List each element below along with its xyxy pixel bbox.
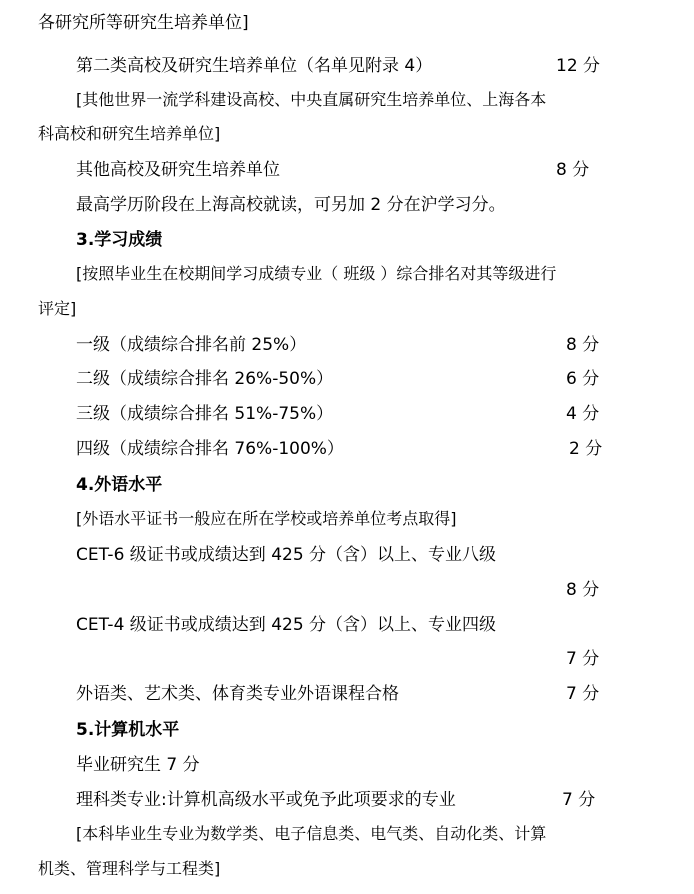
score-value: 7 分 — [566, 649, 600, 669]
text-line: CET-4 级证书或成绩达到 425 分（含）以上、专业四级 — [76, 615, 497, 635]
text-line: 外语类、艺术类、体育类专业外语课程合格 — [76, 684, 399, 704]
score-value: 6 分 — [566, 369, 600, 389]
score-value: 8 分 — [556, 160, 590, 180]
text-line: 理科类专业:计算机高级水平或免予此项要求的专业 — [76, 790, 456, 810]
note-line: 科高校和研究生培养单位] — [38, 124, 221, 143]
score-value: 4 分 — [566, 404, 600, 424]
score-value: 2 分 — [569, 439, 603, 459]
grade-line: 四级（成绩综合排名 76%-100%） — [76, 439, 344, 459]
score-value: 7 分 — [562, 790, 596, 810]
note-line: [其他世界一流学科建设高校、中央直属研究生培养单位、上海各本 — [76, 90, 547, 109]
grade-line: 一级（成绩综合排名前 25%） — [76, 335, 307, 355]
text-line: CET-6 级证书或成绩达到 425 分（含）以上、专业八级 — [76, 545, 497, 565]
score-value: 8 分 — [566, 335, 600, 355]
note-line: [外语水平证书一般应在所在学校或培养单位考点取得] — [76, 509, 457, 528]
note-line: 评定] — [38, 299, 77, 318]
score-value: 8 分 — [566, 580, 600, 600]
note-line: 机类、管理科学与工程类] — [38, 859, 221, 878]
text-line: 最高学历阶段在上海高校就读，可另加 2 分在沪学习分。 — [76, 195, 506, 215]
text-line: 毕业研究生 7 分 — [76, 755, 200, 775]
score-value: 7 分 — [566, 684, 600, 704]
text-line: 各研究所等研究生培养单位] — [38, 13, 249, 33]
note-line: [按照毕业生在校期间学习成绩专业（ 班级 ）综合排名对其等级进行 — [76, 264, 557, 283]
score-value: 12 分 — [556, 56, 601, 76]
grade-line: 三级（成绩综合排名 51%-75%） — [76, 404, 334, 424]
grade-line: 二级（成绩综合排名 26%-50%） — [76, 369, 334, 389]
section-heading: 5.计算机水平 — [76, 720, 180, 740]
text-line: 第二类高校及研究生培养单位（名单见附录 4） — [76, 56, 433, 76]
note-line: [本科毕业生专业为数学类、电子信息类、电气类、自动化类、计算 — [76, 824, 547, 843]
section-heading: 4.外语水平 — [76, 475, 163, 495]
text-line: 其他高校及研究生培养单位 — [76, 160, 280, 180]
section-heading: 3.学习成绩 — [76, 230, 163, 250]
